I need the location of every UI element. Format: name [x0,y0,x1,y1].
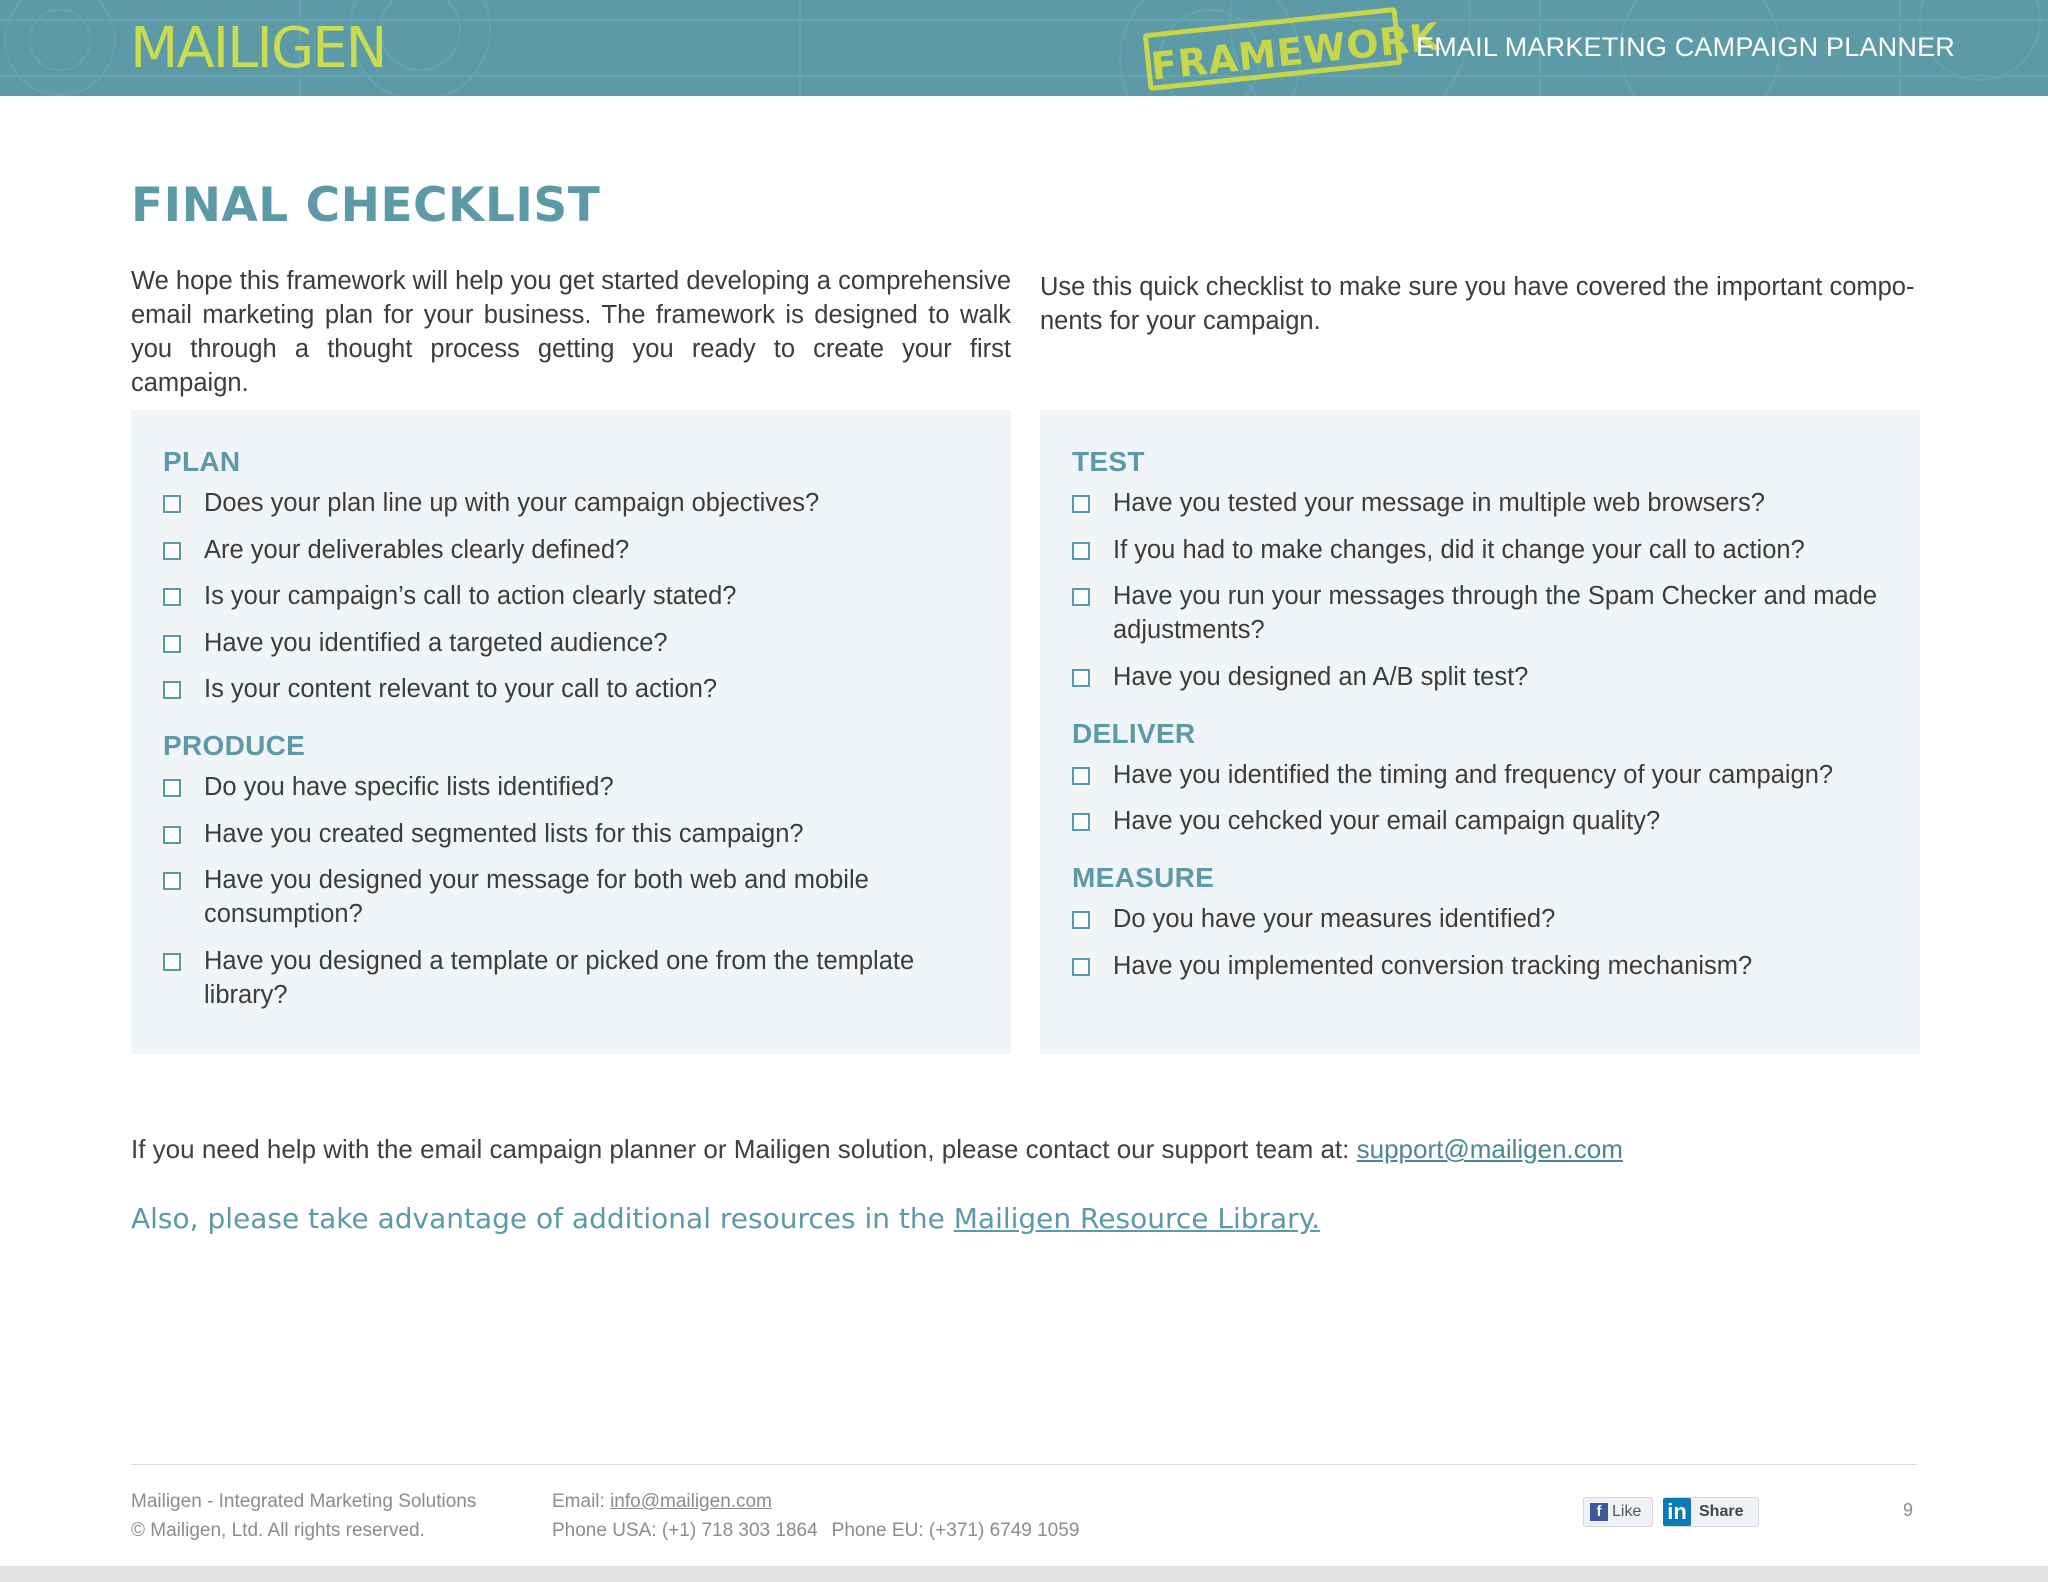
support-contact [131,1134,1623,1165]
footer-email-line [552,1487,1079,1516]
footer-copyright: © Mailigen, Ltd. All rights reserved. [131,1520,425,1541]
checklist-item [163,672,979,706]
checklist-item [1072,579,1888,647]
checklist-item-text: Is your campaign’s call to action clearly stated? [204,582,737,610]
checklist-item-text: Do you have specific lists identified? [204,773,614,801]
checklist-item-text: Have you implemented conversion tracking mechanism? [1113,951,1753,980]
checkbox-icon[interactable] [1072,813,1090,831]
checklist-item [163,533,979,567]
like-label: Like [1612,1503,1642,1520]
resources-text: Also, please take advantage of additional resources in the [131,1202,954,1235]
support-contact-text: If you need help with the email campaign planner or Mailigen solution, please contact our support team at: [131,1134,1357,1164]
checklist-item [163,486,979,520]
checklist-item-text: Have you identified the timing and frequency of your campaign? [1113,760,1834,789]
footer-company-info [131,1487,476,1545]
linkedin-icon: in [1663,1498,1691,1526]
footer-company-line: Mailigen - Integrated Marketing Solutions [131,1491,477,1512]
checkbox-icon[interactable] [163,681,181,699]
checklist-item-text: Do you have your measures identified? [1113,905,1556,933]
test-section [1072,446,1888,694]
support-email-link[interactable]: support@mailigen.com [1356,1134,1623,1164]
checklist-item [1072,758,1888,792]
deliver-section [1072,718,1888,839]
measure-title: MEASURE [1072,862,1215,893]
facebook-icon: f [1590,1503,1608,1521]
facebook-like-button[interactable] [1583,1497,1653,1527]
resource-library-link[interactable]: Mailigen Resource Library. [953,1202,1321,1235]
checklist-item-text: Have you tested your message in multiple web browsers? [1113,489,1765,517]
checkbox-icon[interactable] [163,588,181,606]
checklist-item-text: Does your plan line up with your campaign objectives? [204,489,820,517]
footer-email-link[interactable]: info@mailigen.com [610,1491,772,1512]
checklist-item-text: Have you identified a targeted audience? [204,628,668,657]
footer-divider [131,1464,1917,1465]
checklist-item [1072,804,1888,838]
checklist-item-text: Have you created segmented lists for this campaign? [204,819,804,848]
checklist-item [163,817,979,851]
checklist-item [163,944,979,1012]
share-label: Share [1699,1503,1744,1520]
checkbox-icon[interactable] [1072,542,1090,560]
footer-email-label: Email: [552,1491,611,1512]
page-number: 9 [1903,1500,1914,1520]
checklist-item-text: Are your deliverables clearly defined? [204,535,630,564]
checklist-item [1072,660,1888,694]
checkbox-icon[interactable] [1072,958,1090,976]
checklist-panel-left [131,410,1011,1054]
checkbox-icon[interactable] [163,953,181,971]
checklist-panel-right [1040,410,1920,1054]
footer-phone-eu: Phone EU: (+371) 6749 1059 [831,1520,1080,1541]
checklist-item [1072,533,1888,567]
checklist-item [163,579,979,613]
checkbox-icon[interactable] [1072,669,1090,687]
linkedin-share-button[interactable] [1663,1497,1759,1527]
produce-title: PRODUCE [163,730,306,761]
deliver-title: DELIVER [1072,717,1196,749]
plan-section [163,446,979,706]
produce-section [163,730,979,1012]
header-banner [0,0,2048,96]
checklist-item [1072,486,1888,520]
checklist-item-text: Have you designed a template or picked one from the template library? [204,946,915,1009]
bottom-bar [0,1566,2048,1582]
checklist-item [163,770,979,804]
checkbox-icon[interactable] [163,542,181,560]
checklist-item-text: Is your content relevant to your call to action? [204,675,718,703]
mailigen-logo: MAILIGEN [130,16,386,81]
checklist-item [163,626,979,660]
footer-contact-info [552,1487,1079,1545]
checkbox-icon[interactable] [163,872,181,890]
checklist-item-text: Have you run your messages through the Spam Checker and made adjustments? [1113,582,1878,644]
header-title: EMAIL MARKETING CAMPAIGN PLANNER [1416,32,1955,62]
checkbox-icon[interactable] [1072,495,1090,513]
checklist-item-text: Have you designed your message for both web and mobile consumption? [204,866,869,928]
framework-stamp: FRAMEWORK [1143,7,1403,91]
checkbox-icon[interactable] [163,495,181,513]
plan-title: PLAN [163,446,241,477]
resources-line [131,1202,1320,1235]
checkbox-icon[interactable] [1072,588,1090,606]
checklist-item-text: If you had to make changes, did it change your call to action? [1113,535,1805,564]
test-title: TEST [1072,446,1145,477]
footer-phone-line [552,1516,1079,1545]
checklist-item [1072,949,1888,983]
checklist-item-text: Have you cehcked your email campaign quality? [1113,807,1661,835]
checkbox-icon[interactable] [163,826,181,844]
intro-left-paragraph: We hope this framework will help you get started developing a comprehensive email marketing plan for your business. The framework is designed to walk you through a thought process getting you ready to create your first campaign. [131,267,1011,397]
checkbox-icon[interactable] [1072,911,1090,929]
checklist-item [163,863,979,931]
measure-section [1072,862,1888,983]
checkbox-icon[interactable] [163,635,181,653]
checkbox-icon[interactable] [163,779,181,797]
footer-phone-usa: Phone USA: (+1) 718 303 1864 [552,1520,818,1541]
intro-right-paragraph: Use this quick checklist to make sure you have covered the important compo- nents for your campaign. [1040,273,1915,335]
checklist-item-text: Have you designed an A/B split test? [1113,662,1529,691]
checkbox-icon[interactable] [1072,767,1090,785]
page-title: FINAL CHECKLIST [131,178,601,233]
checklist-item [1072,902,1888,936]
